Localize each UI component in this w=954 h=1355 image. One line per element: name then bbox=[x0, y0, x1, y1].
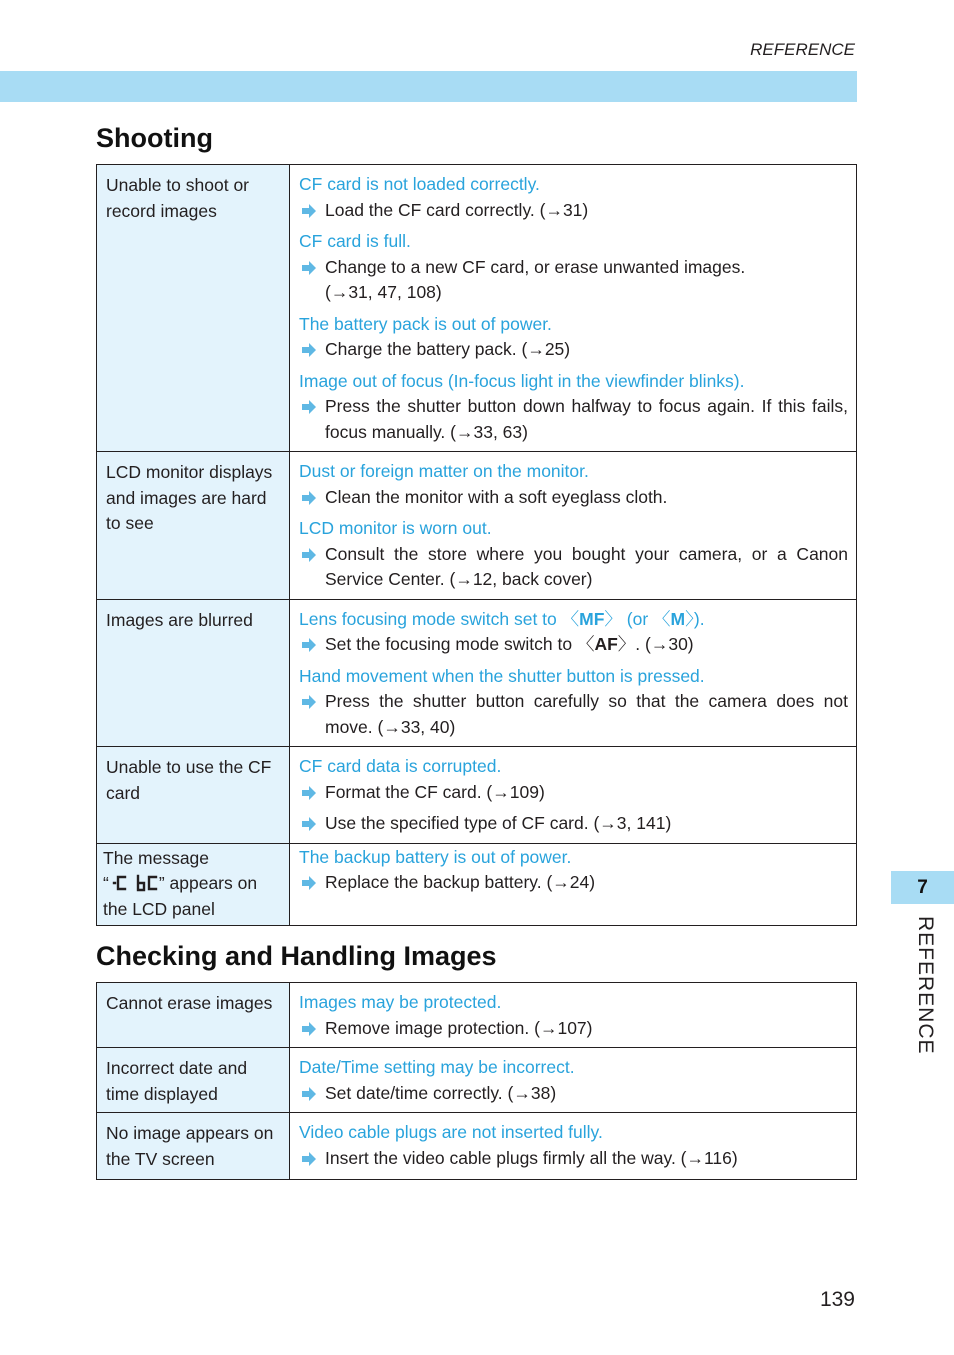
problem-cell: Incorrect date and time displayed bbox=[97, 1048, 290, 1113]
cause-title: Image out of focus (In-focus light in the viewfinder blinks). bbox=[299, 370, 745, 391]
causes-cell bbox=[290, 843, 857, 925]
m-mode-label: M bbox=[670, 608, 686, 629]
remedy-text: Format the CF card. (→109) bbox=[325, 781, 545, 802]
right-arrow-icon bbox=[301, 786, 317, 800]
remedy-item bbox=[299, 1146, 848, 1172]
table-row bbox=[97, 165, 857, 452]
cause-title: Video cable plugs are not inserted fully. bbox=[299, 1122, 603, 1142]
remedy-item bbox=[299, 780, 848, 806]
problem-cell: Images are blurred bbox=[97, 599, 290, 747]
right-arrow-icon bbox=[301, 343, 317, 357]
quote-open: “ bbox=[103, 873, 109, 893]
remedy-item bbox=[299, 689, 848, 740]
remedy-item bbox=[299, 870, 848, 896]
causes-cell bbox=[290, 983, 857, 1048]
cause-title-part: Lens focusing mode switch set to 〈 bbox=[299, 608, 580, 629]
section-title-shooting: Shooting bbox=[96, 123, 213, 153]
table-row bbox=[97, 452, 857, 600]
remedy-item bbox=[299, 811, 848, 837]
right-arrow-icon bbox=[301, 876, 317, 890]
right-arrow-icon bbox=[301, 1152, 317, 1166]
table-row bbox=[97, 983, 857, 1048]
remedy-text: Replace the backup battery. (→24) bbox=[325, 872, 596, 892]
right-arrow-icon bbox=[301, 638, 317, 652]
header-label: REFERENCE bbox=[750, 40, 855, 59]
remedy-item bbox=[299, 394, 848, 445]
remedy-text: Press the shutter button carefully so that the camera does not move. (→33, 40) bbox=[325, 691, 848, 737]
cause-title: Date/Time setting may be incorrect. bbox=[299, 1057, 575, 1077]
cause-title: CF card is full. bbox=[299, 231, 411, 251]
problem-line: The message bbox=[103, 847, 210, 868]
chapter-side-label: REFERENCE bbox=[914, 916, 937, 1055]
causes-cell bbox=[290, 1048, 857, 1113]
checking-images-table bbox=[96, 982, 857, 1180]
cause-title bbox=[299, 607, 848, 633]
cause-title: Hand movement when the shutter button is pressed. bbox=[299, 665, 705, 686]
remedy-text-part: 〉. (→30) bbox=[617, 634, 694, 654]
right-arrow-icon bbox=[301, 1087, 317, 1101]
cause-title: The backup battery is out of power. bbox=[299, 846, 572, 867]
table-row bbox=[97, 747, 857, 844]
remedy-text: Insert the video cable plugs firmly all the way. (→116) bbox=[325, 1147, 738, 1168]
problem-cell: Cannot erase images bbox=[97, 983, 290, 1048]
table-row bbox=[97, 1048, 857, 1113]
remedy-text-part: Set the focusing mode switch to 〈 bbox=[325, 634, 595, 654]
remedy-item bbox=[299, 542, 848, 593]
problem-cell bbox=[97, 843, 290, 925]
remedy-text: Consult the store where you bought your camera, or a Canon Service Center. (→12, back cover) bbox=[325, 543, 848, 589]
remedy-item bbox=[299, 1081, 848, 1107]
remedy-text: Load the CF card correctly. (→31) bbox=[325, 199, 589, 220]
problem-line bbox=[103, 871, 284, 897]
remedy-text: Press the shutter button down halfway to focus again. If this fails, focus manually. (→33, 63) bbox=[325, 396, 848, 442]
causes-cell bbox=[290, 165, 857, 452]
right-arrow-icon bbox=[301, 261, 317, 275]
section-title-checking-images: Checking and Handling Images bbox=[96, 941, 497, 971]
right-arrow-icon bbox=[301, 491, 317, 505]
problem-text: ” appears on bbox=[158, 873, 258, 893]
remedy-item bbox=[299, 632, 848, 658]
chapter-tab: 7 bbox=[891, 871, 954, 904]
cause-title: Dust or foreign matter on the monitor. bbox=[299, 461, 589, 481]
remedy-text: Charge the battery pack. (→25) bbox=[325, 339, 571, 359]
cause-title-part: 〉). bbox=[685, 608, 705, 629]
cause-title: LCD monitor is worn out. bbox=[299, 518, 492, 538]
cause-title: The battery pack is out of power. bbox=[299, 313, 552, 334]
causes-cell bbox=[290, 452, 857, 600]
cause-title: Images may be protected. bbox=[299, 992, 502, 1012]
remedy-item bbox=[299, 198, 848, 224]
remedy-text: Set date/time correctly. (→38) bbox=[325, 1082, 557, 1103]
problem-cell: Unable to use the CF card bbox=[97, 747, 290, 844]
right-arrow-icon bbox=[301, 548, 317, 562]
remedy-item bbox=[299, 485, 848, 511]
remedy-text: Remove image protection. (→107) bbox=[325, 1017, 593, 1038]
right-arrow-icon bbox=[301, 204, 317, 218]
af-mode-label: AF bbox=[594, 634, 618, 654]
table-row bbox=[97, 1113, 857, 1180]
problem-cell: Unable to shoot or record images bbox=[97, 165, 290, 452]
table-row bbox=[97, 599, 857, 747]
remedy-item bbox=[299, 1016, 848, 1042]
right-arrow-icon bbox=[301, 1022, 317, 1036]
causes-cell bbox=[290, 599, 857, 747]
top-color-band bbox=[0, 71, 857, 102]
problem-line: the LCD panel bbox=[103, 898, 215, 919]
mf-mode-label: MF bbox=[579, 608, 605, 629]
right-arrow-icon bbox=[301, 817, 317, 831]
lcd-segment-code-icon bbox=[109, 873, 159, 893]
causes-cell bbox=[290, 747, 857, 844]
problem-cell: No image appears on the TV screen bbox=[97, 1113, 290, 1180]
remedy-item bbox=[299, 337, 848, 363]
remedy-text: Change to a new CF card, or erase unwanted images. (→31, 47, 108) bbox=[325, 256, 746, 302]
problem-cell: LCD monitor displays and images are hard to see bbox=[97, 452, 290, 600]
remedy-text: Clean the monitor with a soft eyeglass cloth. bbox=[325, 486, 668, 507]
cause-title-part: 〉 (or 〈 bbox=[604, 608, 671, 629]
right-arrow-icon bbox=[301, 400, 317, 414]
remedy-item bbox=[299, 255, 848, 306]
remedy-text: Use the specified type of CF card. (→3, 141) bbox=[325, 813, 672, 833]
causes-cell bbox=[290, 1113, 857, 1180]
table-row bbox=[97, 843, 857, 925]
shooting-table bbox=[96, 164, 857, 926]
page-number: 139 bbox=[819, 1288, 855, 1311]
cause-title: CF card is not loaded correctly. bbox=[299, 174, 540, 194]
right-arrow-icon bbox=[301, 695, 317, 709]
cause-title: CF card data is corrupted. bbox=[299, 756, 502, 776]
